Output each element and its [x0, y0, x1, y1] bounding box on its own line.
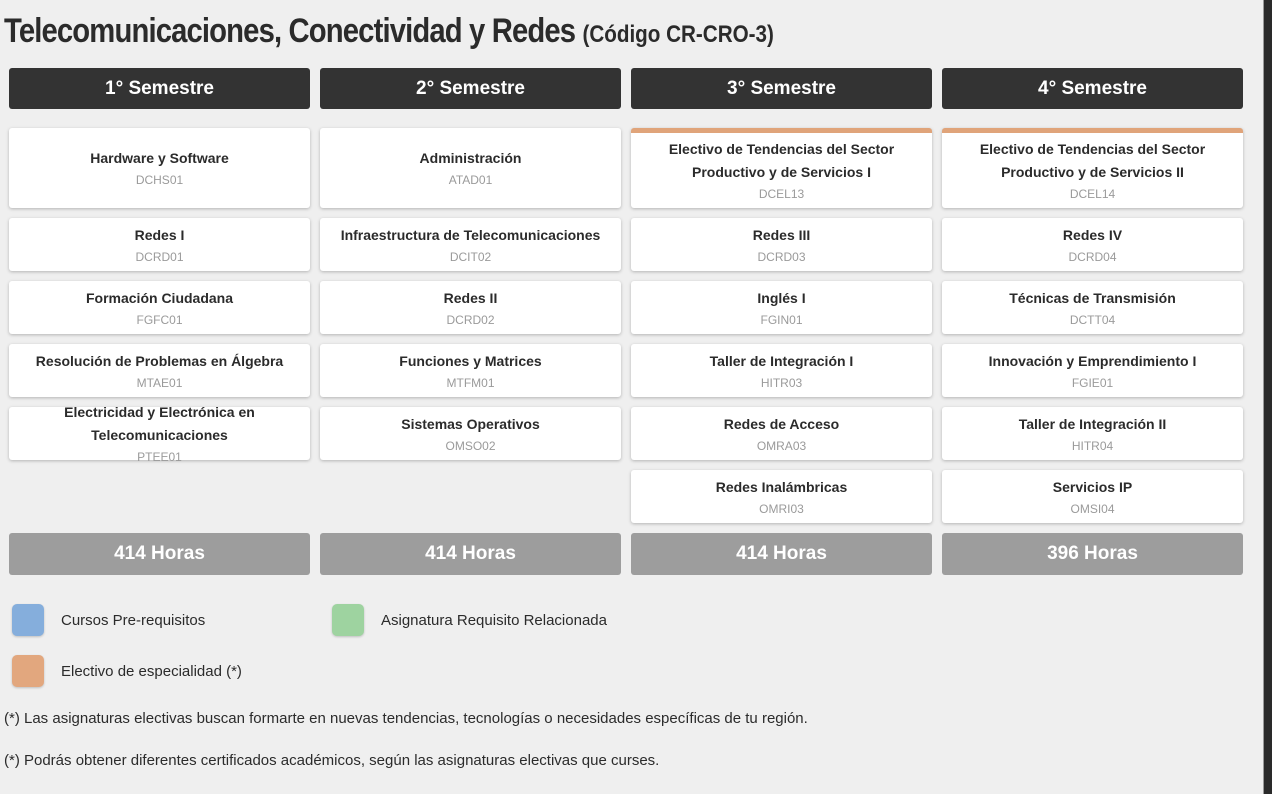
course-name: Taller de Integración II [1018, 415, 1167, 432]
course-code: DCHS01 [135, 173, 184, 187]
course-code: FGFC01 [136, 312, 183, 327]
course-name: Electivo de Tendencias del Sector Productivo y de Servicios I [668, 141, 895, 180]
course-code: DCTT04 [1069, 312, 1116, 327]
course-code: OMSI04 [1070, 501, 1115, 516]
course-card[interactable] [9, 218, 310, 271]
course-code: DCRD01 [135, 249, 184, 264]
course-card[interactable] [942, 128, 1243, 208]
course-card[interactable] [9, 128, 310, 208]
semester-column-1 [9, 68, 310, 564]
semester-hours: 414 Horas [320, 533, 621, 575]
course-name: Sistemas Operativos [401, 415, 540, 432]
course-code: ATAD01 [448, 173, 493, 187]
course-card[interactable] [320, 128, 621, 208]
course-card[interactable] [9, 344, 310, 397]
course-name: Electricidad y Electrónica en Telecomunicaciones [64, 404, 255, 443]
course-card[interactable] [942, 344, 1243, 397]
elective-note: (*) Las asignaturas electivas buscan formarte en nuevas tendencias, tecnologías o necesidades específicas de tu región. [4, 710, 808, 727]
course-name: Redes II [443, 289, 498, 306]
legend-related [332, 604, 607, 636]
semester-hours: 414 Horas [9, 533, 310, 575]
course-name: Infraestructura de Telecomunicaciones [340, 226, 601, 243]
course-code: DCIT02 [449, 249, 492, 264]
course-code: MTAE01 [136, 375, 183, 390]
course-name: Inglés I [757, 289, 806, 306]
semester-grid [9, 68, 1243, 564]
page-title [4, 12, 774, 51]
course-name: Redes de Acceso [723, 415, 840, 432]
semester-header: 1° Semestre [9, 68, 310, 109]
certificate-note: (*) Podrás obtener diferentes certificados académicos, según las asignaturas electivas que curses. [4, 752, 660, 769]
semester-hours: 396 Horas [942, 533, 1243, 575]
legend-label-elective: Electivo de especialidad (*) [61, 662, 242, 680]
semester-header: 4° Semestre [942, 68, 1243, 109]
course-code: DCRD02 [446, 312, 495, 327]
course-name: Resolución de Problemas en Álgebra [35, 352, 284, 369]
program-code: (Código CR-CRO-3) [582, 21, 774, 48]
course-card[interactable] [320, 218, 621, 271]
legend-prereq [12, 604, 205, 636]
course-name: Redes Inalámbricas [715, 478, 848, 495]
course-name: Innovación y Emprendimiento I [988, 352, 1197, 369]
course-card[interactable] [631, 470, 932, 523]
course-code: OMRA03 [756, 438, 807, 453]
course-code: HITR03 [760, 375, 803, 390]
semester-column-2 [320, 68, 621, 564]
course-card[interactable] [9, 404, 310, 464]
course-name: Redes IV [1062, 226, 1123, 243]
legend-swatch-related [332, 604, 364, 636]
course-card[interactable] [942, 218, 1243, 271]
course-card[interactable] [942, 470, 1243, 523]
semester-column-4 [942, 68, 1243, 564]
legend-label-prereq: Cursos Pre-requisitos [61, 611, 206, 629]
course-code: PTEE01 [137, 450, 182, 464]
course-card[interactable] [9, 281, 310, 334]
course-name: Administración [419, 150, 522, 166]
course-code: OMSO02 [445, 438, 496, 453]
course-code: DCRD03 [757, 249, 806, 264]
course-code: DCRD04 [1068, 249, 1117, 264]
course-name: Redes III [752, 226, 811, 243]
course-name: Electivo de Tendencias del Sector Productivo y de Servicios II [979, 141, 1206, 180]
course-name: Técnicas de Transmisión [1009, 289, 1176, 306]
semester-header: 2° Semestre [320, 68, 621, 109]
course-code: DCEL14 [1069, 187, 1116, 201]
legend-swatch-prereq [12, 604, 44, 636]
right-scrollbar[interactable] [1264, 0, 1272, 794]
course-card[interactable] [631, 344, 932, 397]
course-card[interactable] [631, 407, 932, 460]
course-name: Funciones y Matrices [399, 352, 542, 369]
course-code: OMRI03 [759, 501, 804, 516]
course-card[interactable] [631, 218, 932, 271]
course-name: Redes I [134, 226, 185, 243]
course-card[interactable] [942, 407, 1243, 460]
course-name: Hardware y Software [90, 150, 229, 166]
course-code: FGIE01 [1071, 375, 1114, 390]
semester-hours: 414 Horas [631, 533, 932, 575]
legend-label-related: Asignatura Requisito Relacionada [381, 611, 607, 629]
course-name: Formación Ciudadana [85, 289, 234, 306]
course-card[interactable] [942, 281, 1243, 334]
course-code: HITR04 [1071, 438, 1114, 453]
course-name: Taller de Integración I [709, 352, 854, 369]
course-card[interactable] [631, 281, 932, 334]
course-card[interactable] [320, 281, 621, 334]
semester-header: 3° Semestre [631, 68, 932, 109]
program-name: Telecomunicaciones, Conectividad y Redes [4, 12, 576, 50]
legend-elective [12, 655, 242, 687]
course-name: Servicios IP [1052, 478, 1133, 495]
course-card[interactable] [320, 407, 621, 460]
semester-column-3 [631, 68, 932, 564]
course-card[interactable] [320, 344, 621, 397]
course-code: FGIN01 [760, 312, 803, 327]
course-code: DCEL13 [758, 187, 805, 201]
course-code: MTFM01 [446, 375, 495, 390]
legend-swatch-elective [12, 655, 44, 687]
course-card[interactable] [631, 128, 932, 208]
